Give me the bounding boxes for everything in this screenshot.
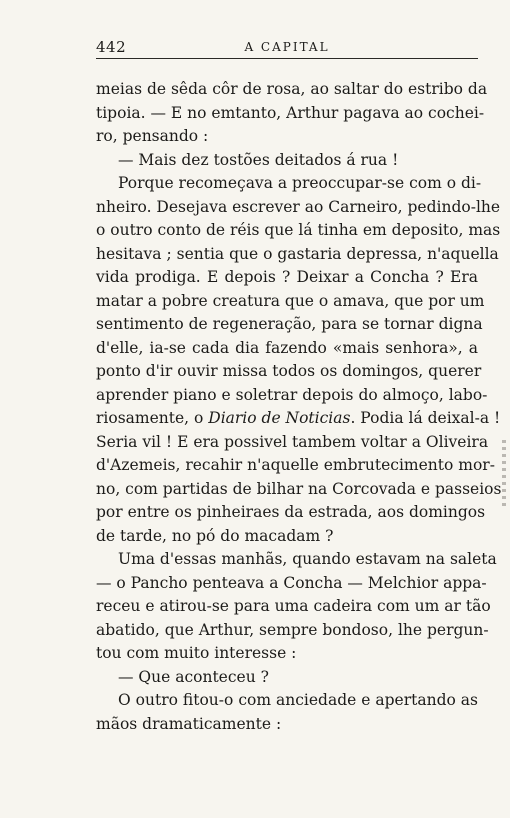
text-line: mãos dramaticamente : [96,714,282,733]
dialogue-line: — Que aconteceu ? [118,667,269,686]
text-line: meias de sêda côr de rosa, ao saltar do estribo da [96,80,488,98]
text-line: vida prodiga. E depois ? Deixar a Concha ? Era [96,268,478,286]
text-line: matar a pobre creatura que o amava, que por um [96,291,485,310]
text-line: Seria vil ! E era possivel tambem voltar a Oliveira [96,432,489,451]
dialogue-line: — Mais dez tostões deitados á rua ! [118,150,399,169]
text-line: tipoia. — E no emtanto, Arthur pagava ao cochei- [96,103,485,122]
text-line: por entre os pinheiraes da estrada, aos domingos [96,503,486,521]
paragraph-start: Uma d'essas manhãs, quando estavam na saleta [118,550,497,568]
text-line: ponto d'ir ouvir missa todos os domingos, querer [96,362,482,380]
text-line: no, com partidas de bilhar na Corcovada e passeios [96,479,502,498]
text-line [96,407,501,431]
text-fragment: riosamente, o [96,409,209,427]
text-line: — o Pancho penteava a Concha — Melchior appa- [96,573,487,592]
paragraph-start: Porque recomeçava a preoccupar-se com o di- [118,174,482,192]
text-line: sentimento de regeneração, para se tornar digna [96,315,483,333]
page-edge-mark [502,440,506,510]
text-line: tou com muito interesse : [96,644,297,662]
paragraph-start: O outro fitou-o com anciedade e apertando as [118,691,478,709]
text-line: abatido, que Arthur, sempre bondoso, lhe pergun- [96,620,489,639]
text-line: de tarde, no pó do macadam ? [96,526,334,545]
text-line: aprender piano e soletrar depois do almoço, labo- [96,385,488,404]
page-number: 442 [96,38,127,56]
newspaper-title: Diario de Noticias [208,409,351,427]
text-line: receu e atirou-se para uma cadeira com um ar tão [96,597,491,615]
running-header [96,38,478,59]
body-text [96,78,502,736]
text-line: nheiro. Desejava escrever ao Carneiro, pedindo-lhe [96,197,501,216]
text-line: ro, pensando : [96,127,209,145]
running-title: A CAPITAL [244,40,330,54]
text-line: d'Azemeis, recahir n'aquelle embrutecimento mor- [96,456,495,474]
text-fragment: . Podia lá deixal-a ! [350,409,501,427]
text-line: hesitava ; sentia que o gastaria depressa, n'aquella [96,244,499,263]
text-line: d'elle, ia-se cada dia fazendo «mais senhora», a [96,338,478,357]
text-line: o outro conto de réis que lá tinha em deposito, mas [96,221,501,239]
